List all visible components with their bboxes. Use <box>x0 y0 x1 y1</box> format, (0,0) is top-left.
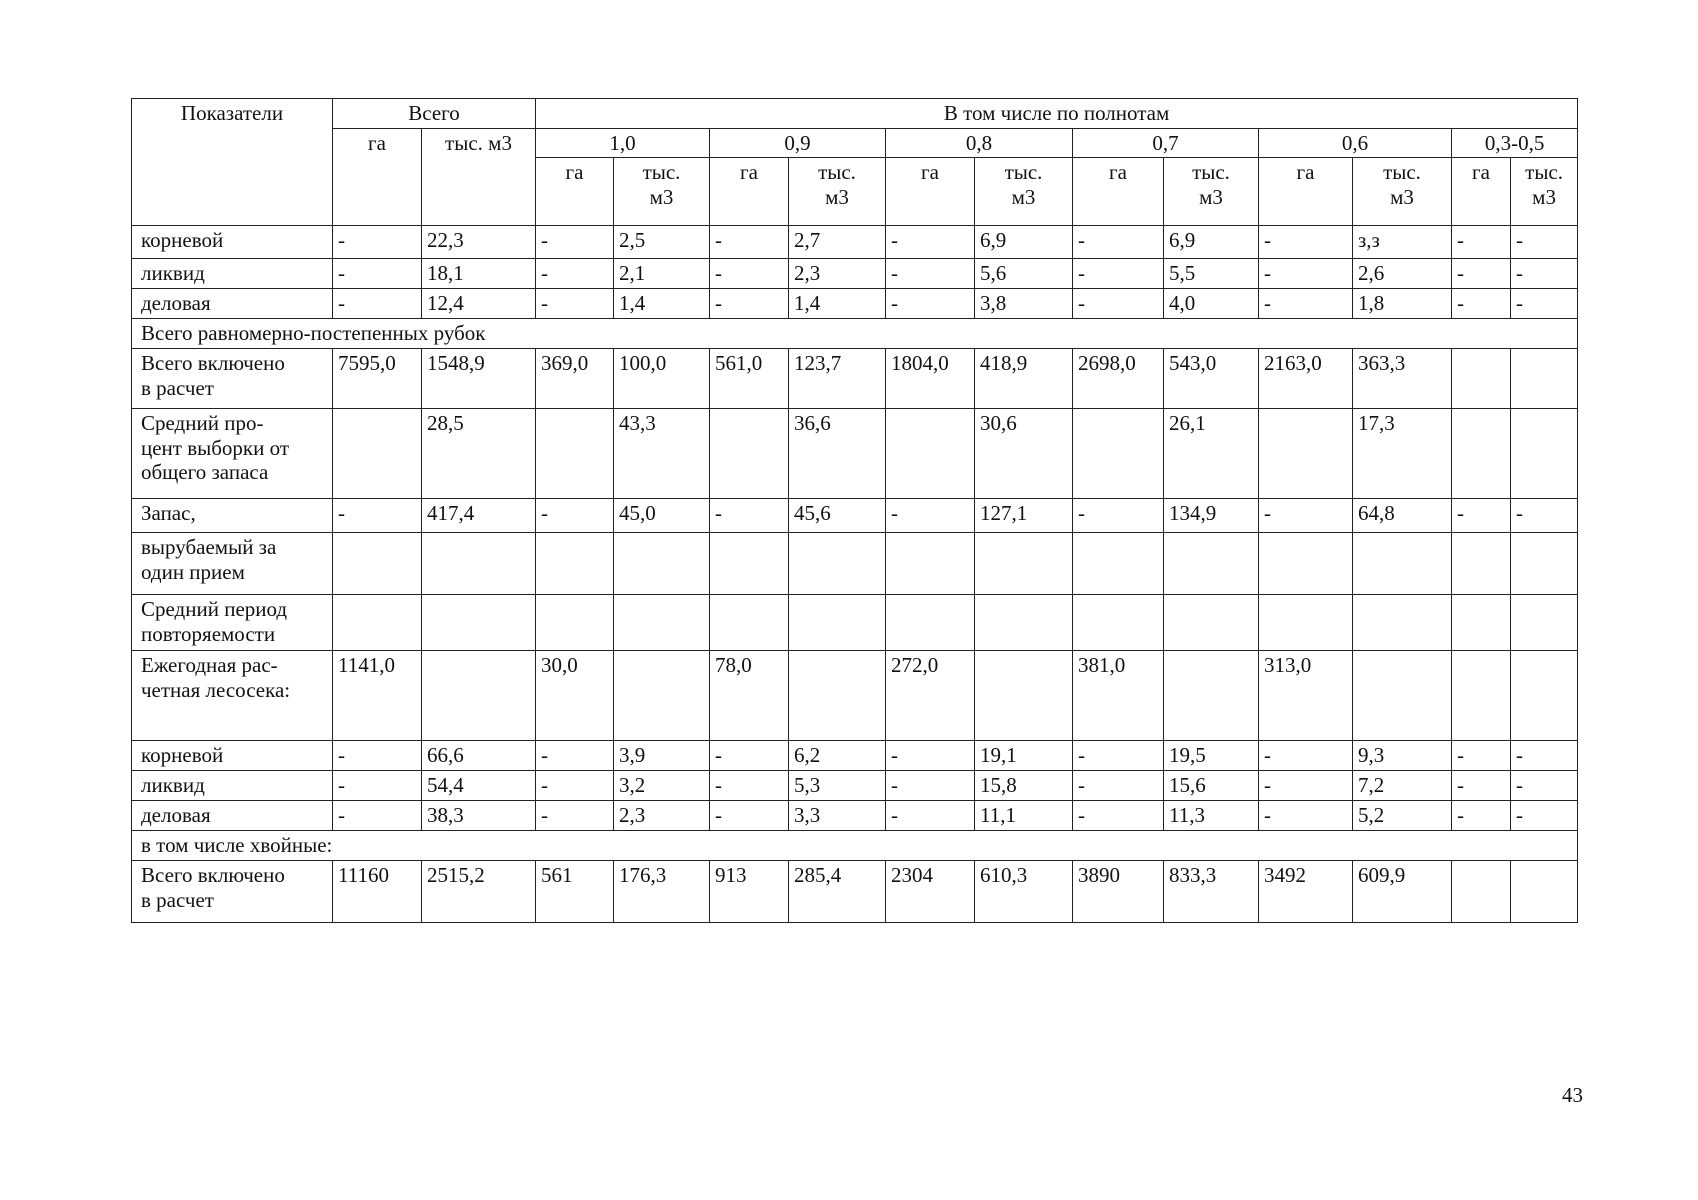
header-ha: га <box>710 157 789 225</box>
table-cell: 2698,0 <box>1073 348 1164 408</box>
row-label: Ежегодная рас- четная лесосека: <box>132 650 333 740</box>
table-cell: 2,3 <box>614 800 710 830</box>
row-label: корневой <box>132 740 333 770</box>
header-volume: тыс. м3 <box>975 157 1073 225</box>
table-cell: 3890 <box>1073 860 1164 922</box>
table-cell <box>789 594 886 650</box>
table-cell <box>536 594 614 650</box>
table-cell: - <box>1259 288 1353 318</box>
table-row <box>132 498 1578 532</box>
table-cell <box>886 594 975 650</box>
table-cell <box>1259 532 1353 594</box>
table-cell: 1,8 <box>1353 288 1452 318</box>
table-cell: 45,0 <box>614 498 710 532</box>
table-cell: 123,7 <box>789 348 886 408</box>
table-cell: 66,6 <box>422 740 536 770</box>
table-cell: 38,3 <box>422 800 536 830</box>
header-density-0-6: 0,6 <box>1259 129 1452 158</box>
table-cell: 127,1 <box>975 498 1073 532</box>
table-cell <box>1452 532 1511 594</box>
table-cell: 3,3 <box>789 800 886 830</box>
table-cell: - <box>333 740 422 770</box>
table-cell: 1141,0 <box>333 650 422 740</box>
header-density-0-8: 0,8 <box>886 129 1073 158</box>
table-cell: 17,3 <box>1353 408 1452 498</box>
table-cell: 11,1 <box>975 800 1073 830</box>
row-label: Запас, <box>132 498 333 532</box>
table-cell: - <box>710 740 789 770</box>
table-row <box>132 650 1578 740</box>
section-title: Всего равномерно-постепенных рубок <box>132 318 1578 348</box>
table-row <box>132 225 1578 258</box>
header-density-0-3-0-5: 0,3-0,5 <box>1452 129 1578 158</box>
table-cell: - <box>1259 740 1353 770</box>
header-ha: га <box>1259 157 1353 225</box>
table-cell <box>1073 408 1164 498</box>
table-cell: - <box>1452 258 1511 288</box>
table-cell: 134,9 <box>1164 498 1259 532</box>
table-row <box>132 800 1578 830</box>
table-row <box>132 860 1578 922</box>
table-cell <box>614 532 710 594</box>
table-cell: 561,0 <box>710 348 789 408</box>
table-cell: - <box>1511 258 1578 288</box>
table-cell: 54,4 <box>422 770 536 800</box>
table-cell: - <box>1511 800 1578 830</box>
table-cell: 363,3 <box>1353 348 1452 408</box>
table-cell <box>422 594 536 650</box>
table-cell: 6,9 <box>975 225 1073 258</box>
table-cell: - <box>536 800 614 830</box>
table-cell <box>1164 594 1259 650</box>
table-cell: - <box>536 225 614 258</box>
table-cell <box>1164 650 1259 740</box>
table-cell: - <box>1073 770 1164 800</box>
section-title: в том числе хвойные: <box>132 830 1578 860</box>
table-cell: 15,6 <box>1164 770 1259 800</box>
table-cell: 36,6 <box>789 408 886 498</box>
table-cell: 1804,0 <box>886 348 975 408</box>
table-cell: 1,4 <box>614 288 710 318</box>
table-cell: - <box>886 498 975 532</box>
table-cell: 381,0 <box>1073 650 1164 740</box>
table-cell: 610,3 <box>975 860 1073 922</box>
table-cell: - <box>886 800 975 830</box>
table-cell: 418,9 <box>975 348 1073 408</box>
table-row <box>132 408 1578 498</box>
table-cell <box>536 408 614 498</box>
table-cell: 369,0 <box>536 348 614 408</box>
table-row <box>132 258 1578 288</box>
table-cell <box>886 532 975 594</box>
table-cell <box>1511 650 1578 740</box>
table-cell <box>789 532 886 594</box>
table-cell: - <box>710 288 789 318</box>
table-cell <box>422 650 536 740</box>
table-cell <box>1259 408 1353 498</box>
table-row <box>132 770 1578 800</box>
table-cell: - <box>333 288 422 318</box>
table-cell: - <box>1073 740 1164 770</box>
row-label: ликвид <box>132 258 333 288</box>
row-label: Средний про- цент выборки от общего запаса <box>132 408 333 498</box>
table-cell: 19,1 <box>975 740 1073 770</box>
table-cell: - <box>1511 225 1578 258</box>
table-cell: - <box>710 258 789 288</box>
table-cell: 2,5 <box>614 225 710 258</box>
table-cell: - <box>886 225 975 258</box>
table-cell: 3,2 <box>614 770 710 800</box>
table-cell: - <box>1259 225 1353 258</box>
table-cell: - <box>1511 288 1578 318</box>
table-cell: 5,6 <box>975 258 1073 288</box>
table-cell: - <box>1073 258 1164 288</box>
table-cell <box>710 594 789 650</box>
table-cell <box>333 594 422 650</box>
table-cell: 609,9 <box>1353 860 1452 922</box>
table-cell: 1548,9 <box>422 348 536 408</box>
table-cell <box>614 650 710 740</box>
table-cell: 2163,0 <box>1259 348 1353 408</box>
table-cell <box>1511 860 1578 922</box>
table-cell: - <box>1259 498 1353 532</box>
table-body <box>132 225 1578 922</box>
table-cell: 417,4 <box>422 498 536 532</box>
page-number: 43 <box>1562 1083 1583 1107</box>
table-cell: 5,3 <box>789 770 886 800</box>
table-cell: - <box>536 740 614 770</box>
table-cell: - <box>333 800 422 830</box>
table-cell: 78,0 <box>710 650 789 740</box>
table-cell: 3,8 <box>975 288 1073 318</box>
header-volume: тыс. м3 <box>614 157 710 225</box>
row-label: ликвид <box>132 770 333 800</box>
table-cell: 285,4 <box>789 860 886 922</box>
row-label: деловая <box>132 288 333 318</box>
table-row <box>132 532 1578 594</box>
forest-cutting-table <box>131 98 1578 923</box>
table-cell <box>1452 650 1511 740</box>
header-volume: тыс. м3 <box>1511 157 1578 225</box>
table-cell: - <box>333 225 422 258</box>
table-cell: - <box>1452 800 1511 830</box>
table-cell: 6,2 <box>789 740 886 770</box>
table-cell: 2,7 <box>789 225 886 258</box>
table-cell: - <box>333 770 422 800</box>
table-cell: - <box>1259 258 1353 288</box>
table-cell <box>1353 532 1452 594</box>
table-cell: 19,5 <box>1164 740 1259 770</box>
table-cell: 2,1 <box>614 258 710 288</box>
table-row <box>132 348 1578 408</box>
table-cell: 4,0 <box>1164 288 1259 318</box>
table-cell: - <box>710 498 789 532</box>
table-cell: - <box>886 740 975 770</box>
table-cell: - <box>710 800 789 830</box>
table-cell <box>710 532 789 594</box>
table-cell: 26,1 <box>1164 408 1259 498</box>
table-cell: - <box>1511 740 1578 770</box>
table-cell: - <box>1452 770 1511 800</box>
table-cell: 100,0 <box>614 348 710 408</box>
row-label: корневой <box>132 225 333 258</box>
table-cell: 543,0 <box>1164 348 1259 408</box>
table-cell: - <box>333 258 422 288</box>
table-cell <box>1511 532 1578 594</box>
table-cell: - <box>1073 800 1164 830</box>
table-cell: - <box>1073 498 1164 532</box>
table-cell <box>1259 594 1353 650</box>
table-cell <box>536 532 614 594</box>
table-cell <box>422 532 536 594</box>
header-ha: га <box>1452 157 1511 225</box>
header-ha: га <box>536 157 614 225</box>
table-cell: - <box>1073 288 1164 318</box>
header-density-0-9: 0,9 <box>710 129 886 158</box>
table-cell: 176,3 <box>614 860 710 922</box>
table-cell: - <box>1452 740 1511 770</box>
table-cell: 1,4 <box>789 288 886 318</box>
table-cell: - <box>1259 770 1353 800</box>
table-cell: 9,3 <box>1353 740 1452 770</box>
table-cell <box>1511 408 1578 498</box>
table-cell: - <box>1511 498 1578 532</box>
table-cell: 64,8 <box>1353 498 1452 532</box>
table-cell <box>789 650 886 740</box>
table-cell <box>1353 594 1452 650</box>
header-by-density: В том числе по полнотам <box>536 99 1578 129</box>
table-cell: - <box>886 288 975 318</box>
table-cell: 28,5 <box>422 408 536 498</box>
table-cell <box>333 408 422 498</box>
table-cell: 7595,0 <box>333 348 422 408</box>
row-label: Всего включено в расчет <box>132 860 333 922</box>
section-row <box>132 318 1578 348</box>
row-label: Средний период повторяемости <box>132 594 333 650</box>
header-total-ha: га <box>333 129 422 226</box>
table-cell: - <box>536 288 614 318</box>
table-cell: - <box>1452 288 1511 318</box>
table-cell: 30,0 <box>536 650 614 740</box>
table-row <box>132 740 1578 770</box>
table-cell: 5,2 <box>1353 800 1452 830</box>
table-cell: 30,6 <box>975 408 1073 498</box>
table-cell: - <box>886 258 975 288</box>
table-cell <box>710 408 789 498</box>
table-cell: - <box>536 498 614 532</box>
table-cell: 43,3 <box>614 408 710 498</box>
header-volume: тыс. м3 <box>1353 157 1452 225</box>
table-cell <box>1353 650 1452 740</box>
table-cell: 2,3 <box>789 258 886 288</box>
table-cell: 12,4 <box>422 288 536 318</box>
header-density-1-0: 1,0 <box>536 129 710 158</box>
table-cell: 22,3 <box>422 225 536 258</box>
table-cell <box>1452 408 1511 498</box>
header-ha: га <box>1073 157 1164 225</box>
header-volume: тыс. м3 <box>1164 157 1259 225</box>
table-cell <box>1452 860 1511 922</box>
table-cell: 3492 <box>1259 860 1353 922</box>
header-indicators: Показатели <box>132 99 333 226</box>
table-cell <box>975 594 1073 650</box>
table-cell: 15,8 <box>975 770 1073 800</box>
table-cell <box>1452 348 1511 408</box>
table-cell: - <box>536 770 614 800</box>
table-cell: 272,0 <box>886 650 975 740</box>
table-cell <box>1073 594 1164 650</box>
table-cell: 2515,2 <box>422 860 536 922</box>
header-total-volume: тыс. м3 <box>422 129 536 226</box>
table-row <box>132 288 1578 318</box>
table-cell: - <box>1511 770 1578 800</box>
header-density-0-7: 0,7 <box>1073 129 1259 158</box>
header-total: Всего <box>333 99 536 129</box>
table-cell <box>1452 594 1511 650</box>
table-cell <box>975 532 1073 594</box>
table-cell: - <box>1452 498 1511 532</box>
table-cell: - <box>536 258 614 288</box>
table-cell: 6,9 <box>1164 225 1259 258</box>
header-volume: тыс. м3 <box>789 157 886 225</box>
table-cell <box>614 594 710 650</box>
table-cell: - <box>1259 800 1353 830</box>
table-cell <box>1511 594 1578 650</box>
table-cell: 5,5 <box>1164 258 1259 288</box>
table-cell <box>1164 532 1259 594</box>
table-cell: - <box>886 770 975 800</box>
table-cell: 11160 <box>333 860 422 922</box>
table-cell: - <box>710 225 789 258</box>
table-cell: 313,0 <box>1259 650 1353 740</box>
table-cell: з,з <box>1353 225 1452 258</box>
table-cell: - <box>1073 225 1164 258</box>
table-cell: - <box>333 498 422 532</box>
table-cell: 833,3 <box>1164 860 1259 922</box>
table-cell <box>333 532 422 594</box>
table-cell: 561 <box>536 860 614 922</box>
table-row <box>132 594 1578 650</box>
table-cell: - <box>710 770 789 800</box>
table-cell: 913 <box>710 860 789 922</box>
table-cell: 3,9 <box>614 740 710 770</box>
table-cell: 18,1 <box>422 258 536 288</box>
row-label: вырубаемый за один прием <box>132 532 333 594</box>
row-label: Всего включено в расчет <box>132 348 333 408</box>
table-cell: 2304 <box>886 860 975 922</box>
table-cell <box>886 408 975 498</box>
table-cell: 11,3 <box>1164 800 1259 830</box>
table-cell: 2,6 <box>1353 258 1452 288</box>
header-ha: га <box>886 157 975 225</box>
table-cell <box>975 650 1073 740</box>
table-cell: 7,2 <box>1353 770 1452 800</box>
table-cell: - <box>1452 225 1511 258</box>
row-label: деловая <box>132 800 333 830</box>
table-cell <box>1511 348 1578 408</box>
table-cell: 45,6 <box>789 498 886 532</box>
table-cell <box>1073 532 1164 594</box>
section-row <box>132 830 1578 860</box>
